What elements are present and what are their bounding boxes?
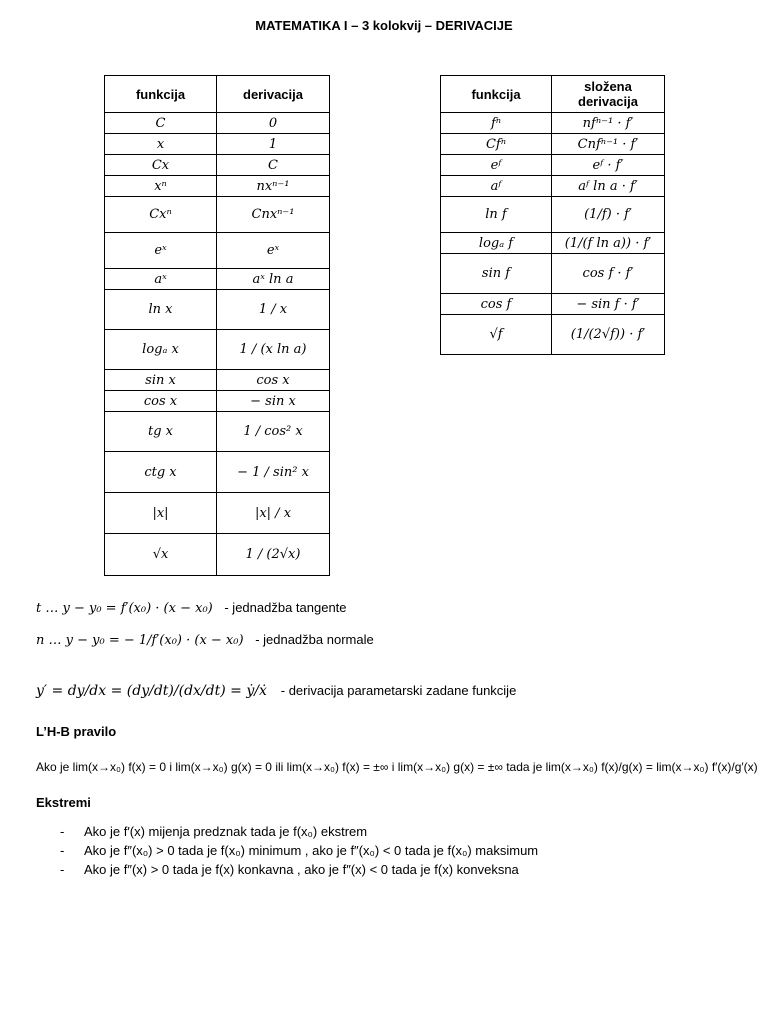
normal-label: - jednadžba normale [255,632,374,647]
table-cell: nxⁿ⁻¹ [217,176,330,197]
table-cell: x [105,134,217,155]
table-cell: cos f [441,294,552,315]
table-row [441,233,665,254]
table-cell: Cfⁿ [441,134,552,155]
table-row [105,155,330,176]
table-row [105,233,330,269]
table-cell: C [217,155,330,176]
table-cell: tg x [105,412,217,452]
table-row [441,315,665,355]
table-row [441,176,665,197]
table-row [105,534,330,576]
derivative-table-header-row [105,76,330,113]
table-cell: cos x [217,370,330,391]
table-cell: aˣ ln a [217,269,330,290]
table-row [441,134,665,155]
table-cell: cos f · f′ [552,254,665,294]
table-cell: Cx [105,155,217,176]
table-cell: 1 [217,134,330,155]
table-row [105,412,330,452]
table-cell: 1 / x [217,290,330,330]
table-row [105,391,330,412]
table-cell: − sin f · f′ [552,294,665,315]
table-row [105,330,330,370]
table-cell: (1/(f ln a)) · f′ [552,233,665,254]
table-cell: 1 / (2√x) [217,534,330,576]
table-cell: aᶠ ln a · f′ [552,176,665,197]
table-cell: xⁿ [105,176,217,197]
table-row [441,254,665,294]
table-cell: logₐ x [105,330,217,370]
table-cell: Cnfⁿ⁻¹ · f′ [552,134,665,155]
table-cell: fⁿ [441,113,552,134]
table-row [105,370,330,391]
derivative-table-header-cell: funkcija [105,76,217,113]
table-cell: eᶠ [441,155,552,176]
table-cell: eˣ [217,233,330,269]
table-cell: ln f [441,197,552,233]
table-cell: logₐ f [441,233,552,254]
table-cell: √f [441,315,552,355]
table-row [441,155,665,176]
tangent-line [36,600,347,616]
table-cell: sin x [105,370,217,391]
table-cell: (1/(2√f)) · f′ [552,315,665,355]
ekstremi-heading: Ekstremi [36,795,91,810]
table-row [105,290,330,330]
table-row [105,176,330,197]
table-cell: (1/f) · f′ [552,197,665,233]
table-row [105,134,330,155]
page-title: MATEMATIKA I – 3 kolokvij – DERIVACIJE [255,18,513,33]
parametric-equation: y′ = dy/dx = (dy/dt)/(dx/dt) = ẏ/ẋ [36,683,267,699]
table-cell: eᶠ · f′ [552,155,665,176]
derivative-table-header-cell: derivacija [217,76,330,113]
list-item: - Ako je f″(x) > 0 tada je f(x) konkavna , ako je f″(x) < 0 tada je f(x) konveksna [60,862,519,877]
list-item: - Ako je f″(x₀) > 0 tada je f(x₀) minimum , ako je f″(x₀) < 0 tada je f(x₀) maksimum [60,843,539,858]
table-cell: cos x [105,391,217,412]
tangent-label: - jednadžba tangente [224,600,347,615]
table-cell: aˣ [105,269,217,290]
table-cell: aᶠ [441,176,552,197]
table-row [105,113,330,134]
composite-table-header-row [441,76,665,113]
table-cell: eˣ [105,233,217,269]
normal-line [36,632,374,648]
table-cell: |x| / x [217,493,330,534]
list-item: - Ako je f′(x) mijenja predznak tada je f(x₀) ekstrem [60,824,368,839]
table-row [441,197,665,233]
composite-table-header-cell: funkcija [441,76,552,113]
normal-equation: n … y − y₀ = − 1/f′(x₀) · (x − x₀) [36,633,244,648]
table-cell: ln x [105,290,217,330]
table-row [105,452,330,493]
table-cell: Cnxⁿ⁻¹ [217,197,330,233]
parametric-label: - derivacija parametarski zadane funkcije [280,683,517,698]
parametric-line [36,682,516,699]
table-cell: − sin x [217,391,330,412]
table-cell: |x| [105,493,217,534]
table-row [105,269,330,290]
tangent-equation: t … y − y₀ = f′(x₀) · (x − x₀) [36,601,213,616]
table-cell: Cxⁿ [105,197,217,233]
lhb-rule: Ako je lim(x→x₀) f(x) = 0 i lim(x→x₀) g(x) = 0 ili lim(x→x₀) f(x) = ±∞ i lim(x→x₀) g(x) = ±∞ tada je lim(x→x₀) f(x)/g(x) = lim(x→x₀) f′(x)/g′(x) [36,760,758,774]
derivative-table [104,75,330,576]
table-cell: nfⁿ⁻¹ · f′ [552,113,665,134]
table-cell: − 1 / sin² x [217,452,330,493]
table-cell: 1 / (x ln a) [217,330,330,370]
table-row [105,197,330,233]
composite-derivative-table [440,75,665,355]
table-cell: C [105,113,217,134]
table-row [105,493,330,534]
table-row [441,113,665,134]
table-cell: 0 [217,113,330,134]
table-cell: sin f [441,254,552,294]
table-cell: 1 / cos² x [217,412,330,452]
lhb-heading: L’H-B pravilo [36,724,117,739]
table-row [441,294,665,315]
table-cell: ctg x [105,452,217,493]
composite-table-header-cell: složena derivacija [552,76,665,113]
table-cell: √x [105,534,217,576]
